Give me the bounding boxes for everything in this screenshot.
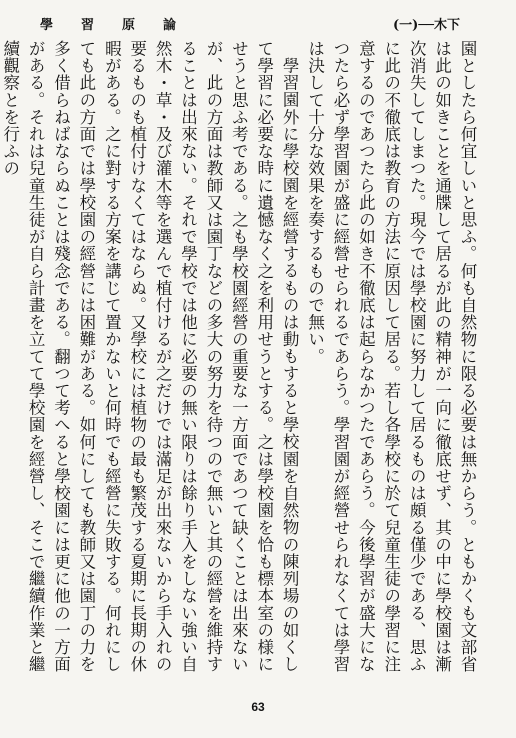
paragraph-2: 學習園外に學校園を經營するものは動もすると學校園を自然物の陳列場の如くして學習に必要な時に遺憾なく之を利用せうとする。之は學校園を恰も標本室の様にせうと思ふ考である。之も學校園經營の重要な一方面であつて缺くことは出來ないが、此の方面は教師又は園丁などの多大の努力を待つので無いと其の經營を維持することは出來ない。それで學校では他に必要の無い限りは餘り手入をしない強い自然木・草・及び灌木等を選んで植付けるが之だけでは滿足が出來ないから手入れの要るものも植付けなくてはならぬ。又學校には植物の最も繁茂する夏期に長期の休暇がある。之に對する方案を講じて置かないと何時でも經營に失敗する。何れにしても此の方面では學校園の經營には困難がある。如何にしても教師又は園丁の力を多く借らねばならぬことは殘念である。翻つて考へると學校園には更に他の一方面がある。それは兒童生徒が自ら計畫を立てて學校園を經營し、そこで繼續作業と繼續觀察とを行ふの	[0, 40, 300, 673]
body-text	[0, 40, 480, 680]
book-title: 學習原論	[40, 18, 205, 33]
running-head	[40, 14, 460, 32]
paragraph-1: 園としたら何宜しいと思ふ。何も自然物に限る必要は無からう。ともかくも文部省は此の如きことを通牒して居るが此の精神が一向に徹底せず、其の中に學校園は漸次消失してしまつた。現今では學校園に努力して居るものは頗る僅少である、思ふに此の不徹底は教育の方法に原因して居る。若し各學校に於て兒童生徒の學習に注意するのであつたら此の如き不徹底は起らなかつたであらう。今後學習が盛大になつたら必ず學習園が盛に經營せられるであらう。學習園が經營せられなくては學習は決して十分な效果を奏するもので無い。	[305, 40, 477, 673]
page-number: 63	[251, 700, 265, 714]
section-label: (一)──木下	[393, 18, 460, 33]
